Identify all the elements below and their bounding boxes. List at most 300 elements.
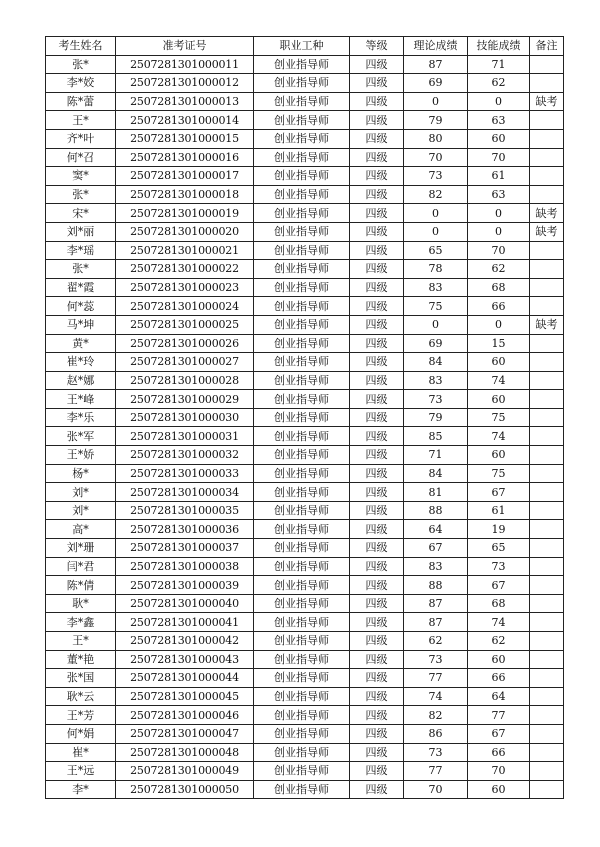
cell-theory-score: 73 [404, 650, 468, 669]
cell-skill-score: 67 [468, 483, 530, 502]
cell-name: 王*娇 [46, 446, 116, 465]
cell-theory-score: 70 [404, 148, 468, 167]
table-row [46, 669, 564, 688]
cell-exam-id: 2507281301000021 [116, 241, 254, 260]
cell-name: 李*鑫 [46, 613, 116, 632]
cell-remark [530, 613, 564, 632]
cell-name: 张* [46, 260, 116, 279]
cell-name: 马*坤 [46, 315, 116, 334]
cell-theory-score: 83 [404, 371, 468, 390]
table-row [46, 743, 564, 762]
cell-theory-score: 75 [404, 297, 468, 316]
cell-theory-score: 78 [404, 260, 468, 279]
cell-theory-score: 88 [404, 576, 468, 595]
cell-level: 四级 [350, 167, 404, 186]
cell-theory-score: 0 [404, 315, 468, 334]
cell-occupation: 创业指导师 [254, 353, 350, 372]
cell-skill-score: 66 [468, 743, 530, 762]
table-row [46, 390, 564, 409]
cell-exam-id: 2507281301000038 [116, 557, 254, 576]
table-row [46, 650, 564, 669]
cell-skill-score: 62 [468, 74, 530, 93]
cell-remark [530, 185, 564, 204]
cell-occupation: 创业指导师 [254, 576, 350, 595]
cell-exam-id: 2507281301000031 [116, 427, 254, 446]
cell-remark [530, 74, 564, 93]
cell-occupation: 创业指导师 [254, 446, 350, 465]
cell-occupation: 创业指导师 [254, 334, 350, 353]
cell-name: 高* [46, 520, 116, 539]
cell-level: 四级 [350, 632, 404, 651]
cell-name: 崔* [46, 743, 116, 762]
cell-theory-score: 79 [404, 111, 468, 130]
cell-theory-score: 84 [404, 353, 468, 372]
cell-name: 闫*君 [46, 557, 116, 576]
cell-skill-score: 65 [468, 539, 530, 558]
cell-remark [530, 762, 564, 781]
cell-level: 四级 [350, 297, 404, 316]
cell-level: 四级 [350, 743, 404, 762]
cell-occupation: 创业指导师 [254, 520, 350, 539]
cell-theory-score: 80 [404, 129, 468, 148]
cell-remark: 缺考 [530, 315, 564, 334]
cell-level: 四级 [350, 650, 404, 669]
cell-exam-id: 2507281301000016 [116, 148, 254, 167]
cell-theory-score: 62 [404, 632, 468, 651]
cell-theory-score: 88 [404, 501, 468, 520]
cell-exam-id: 2507281301000036 [116, 520, 254, 539]
cell-remark [530, 278, 564, 297]
cell-occupation: 创业指导师 [254, 687, 350, 706]
table-row [46, 408, 564, 427]
cell-remark [530, 371, 564, 390]
cell-occupation: 创业指导师 [254, 557, 350, 576]
cell-theory-score: 82 [404, 706, 468, 725]
table-row [46, 427, 564, 446]
cell-level: 四级 [350, 724, 404, 743]
cell-skill-score: 67 [468, 576, 530, 595]
table-row [46, 55, 564, 74]
cell-level: 四级 [350, 706, 404, 725]
cell-theory-score: 73 [404, 390, 468, 409]
cell-exam-id: 2507281301000034 [116, 483, 254, 502]
cell-remark [530, 427, 564, 446]
cell-occupation: 创业指导师 [254, 111, 350, 130]
cell-exam-id: 2507281301000025 [116, 315, 254, 334]
cell-theory-score: 82 [404, 185, 468, 204]
cell-theory-score: 83 [404, 557, 468, 576]
cell-level: 四级 [350, 222, 404, 241]
cell-level: 四级 [350, 55, 404, 74]
table-row [46, 632, 564, 651]
cell-skill-score: 66 [468, 297, 530, 316]
cell-exam-id: 2507281301000014 [116, 111, 254, 130]
cell-occupation: 创业指导师 [254, 724, 350, 743]
header-occupation: 职业工种 [254, 37, 350, 56]
table-row [46, 613, 564, 632]
cell-remark: 缺考 [530, 222, 564, 241]
cell-skill-score: 60 [468, 353, 530, 372]
table-row [46, 557, 564, 576]
table-row [46, 129, 564, 148]
cell-theory-score: 87 [404, 55, 468, 74]
cell-occupation: 创业指导师 [254, 501, 350, 520]
cell-remark [530, 334, 564, 353]
cell-exam-id: 2507281301000013 [116, 92, 254, 111]
cell-remark [530, 111, 564, 130]
cell-level: 四级 [350, 111, 404, 130]
table-row [46, 92, 564, 111]
table-row [46, 111, 564, 130]
cell-level: 四级 [350, 92, 404, 111]
cell-exam-id: 2507281301000011 [116, 55, 254, 74]
cell-remark [530, 446, 564, 465]
cell-theory-score: 81 [404, 483, 468, 502]
cell-exam-id: 2507281301000049 [116, 762, 254, 781]
cell-occupation: 创业指导师 [254, 315, 350, 334]
cell-remark [530, 576, 564, 595]
cell-name: 王* [46, 632, 116, 651]
cell-name: 李*姣 [46, 74, 116, 93]
cell-exam-id: 2507281301000037 [116, 539, 254, 558]
cell-remark [530, 650, 564, 669]
cell-theory-score: 67 [404, 539, 468, 558]
cell-name: 刘*珊 [46, 539, 116, 558]
cell-remark [530, 390, 564, 409]
table-row [46, 315, 564, 334]
cell-level: 四级 [350, 334, 404, 353]
cell-skill-score: 75 [468, 408, 530, 427]
cell-remark [530, 724, 564, 743]
cell-skill-score: 19 [468, 520, 530, 539]
table-row [46, 594, 564, 613]
cell-name: 王* [46, 111, 116, 130]
cell-occupation: 创业指导师 [254, 780, 350, 799]
cell-level: 四级 [350, 260, 404, 279]
cell-occupation: 创业指导师 [254, 483, 350, 502]
table-row [46, 371, 564, 390]
cell-remark [530, 780, 564, 799]
cell-occupation: 创业指导师 [254, 762, 350, 781]
cell-occupation: 创业指导师 [254, 743, 350, 762]
cell-name: 杨* [46, 464, 116, 483]
cell-skill-score: 67 [468, 724, 530, 743]
cell-name: 宋* [46, 204, 116, 223]
cell-skill-score: 63 [468, 185, 530, 204]
cell-remark [530, 539, 564, 558]
cell-occupation: 创业指导师 [254, 167, 350, 186]
cell-occupation: 创业指导师 [254, 371, 350, 390]
cell-name: 李*乐 [46, 408, 116, 427]
cell-remark [530, 483, 564, 502]
cell-remark [530, 148, 564, 167]
cell-skill-score: 71 [468, 55, 530, 74]
table-body [46, 55, 564, 799]
cell-occupation: 创业指导师 [254, 632, 350, 651]
cell-skill-score: 66 [468, 669, 530, 688]
cell-level: 四级 [350, 353, 404, 372]
cell-level: 四级 [350, 278, 404, 297]
cell-name: 翟*霞 [46, 278, 116, 297]
cell-exam-id: 2507281301000026 [116, 334, 254, 353]
cell-remark [530, 743, 564, 762]
cell-occupation: 创业指导师 [254, 148, 350, 167]
table-row [46, 520, 564, 539]
table-row [46, 222, 564, 241]
table-row [46, 762, 564, 781]
cell-level: 四级 [350, 427, 404, 446]
cell-level: 四级 [350, 520, 404, 539]
cell-name: 何*蕊 [46, 297, 116, 316]
table-row [46, 706, 564, 725]
cell-remark [530, 706, 564, 725]
table-row [46, 278, 564, 297]
score-table [45, 36, 564, 799]
cell-theory-score: 77 [404, 762, 468, 781]
cell-occupation: 创业指导师 [254, 55, 350, 74]
cell-exam-id: 2507281301000040 [116, 594, 254, 613]
table-row [46, 148, 564, 167]
cell-exam-id: 2507281301000045 [116, 687, 254, 706]
cell-remark [530, 501, 564, 520]
cell-name: 窦* [46, 167, 116, 186]
cell-theory-score: 87 [404, 594, 468, 613]
cell-remark [530, 632, 564, 651]
cell-theory-score: 70 [404, 780, 468, 799]
cell-name: 刘* [46, 483, 116, 502]
cell-exam-id: 2507281301000028 [116, 371, 254, 390]
cell-skill-score: 0 [468, 92, 530, 111]
cell-name: 耿* [46, 594, 116, 613]
cell-level: 四级 [350, 204, 404, 223]
cell-exam-id: 2507281301000046 [116, 706, 254, 725]
cell-name: 王*峰 [46, 390, 116, 409]
cell-occupation: 创业指导师 [254, 278, 350, 297]
cell-remark [530, 129, 564, 148]
cell-level: 四级 [350, 129, 404, 148]
cell-remark: 缺考 [530, 204, 564, 223]
table-row [46, 204, 564, 223]
cell-skill-score: 70 [468, 148, 530, 167]
cell-theory-score: 64 [404, 520, 468, 539]
cell-level: 四级 [350, 464, 404, 483]
cell-skill-score: 61 [468, 167, 530, 186]
cell-exam-id: 2507281301000043 [116, 650, 254, 669]
cell-skill-score: 60 [468, 780, 530, 799]
cell-level: 四级 [350, 446, 404, 465]
cell-name: 刘*丽 [46, 222, 116, 241]
table-row [46, 539, 564, 558]
cell-skill-score: 70 [468, 241, 530, 260]
cell-name: 张*国 [46, 669, 116, 688]
cell-name: 张* [46, 55, 116, 74]
cell-theory-score: 0 [404, 204, 468, 223]
cell-name: 崔*玲 [46, 353, 116, 372]
cell-name: 李*瑶 [46, 241, 116, 260]
cell-theory-score: 69 [404, 334, 468, 353]
cell-level: 四级 [350, 669, 404, 688]
cell-name: 李* [46, 780, 116, 799]
cell-theory-score: 77 [404, 669, 468, 688]
cell-theory-score: 0 [404, 92, 468, 111]
cell-skill-score: 60 [468, 650, 530, 669]
cell-level: 四级 [350, 576, 404, 595]
cell-occupation: 创业指导师 [254, 260, 350, 279]
table-row [46, 576, 564, 595]
cell-skill-score: 60 [468, 129, 530, 148]
cell-remark [530, 669, 564, 688]
cell-remark [530, 55, 564, 74]
cell-name: 齐*叶 [46, 129, 116, 148]
header-skill-score: 技能成绩 [468, 37, 530, 56]
header-exam-id: 准考证号 [116, 37, 254, 56]
cell-occupation: 创业指导师 [254, 650, 350, 669]
cell-name: 王*芳 [46, 706, 116, 725]
cell-occupation: 创业指导师 [254, 222, 350, 241]
cell-level: 四级 [350, 185, 404, 204]
cell-theory-score: 69 [404, 74, 468, 93]
cell-name: 陈*蕾 [46, 92, 116, 111]
cell-skill-score: 68 [468, 594, 530, 613]
cell-skill-score: 74 [468, 613, 530, 632]
cell-occupation: 创业指导师 [254, 390, 350, 409]
cell-skill-score: 0 [468, 204, 530, 223]
cell-level: 四级 [350, 594, 404, 613]
cell-occupation: 创业指导师 [254, 74, 350, 93]
cell-exam-id: 2507281301000015 [116, 129, 254, 148]
cell-remark [530, 353, 564, 372]
cell-skill-score: 73 [468, 557, 530, 576]
cell-occupation: 创业指导师 [254, 92, 350, 111]
cell-skill-score: 74 [468, 371, 530, 390]
cell-name: 陈*倩 [46, 576, 116, 595]
cell-exam-id: 2507281301000050 [116, 780, 254, 799]
cell-exam-id: 2507281301000041 [116, 613, 254, 632]
cell-level: 四级 [350, 501, 404, 520]
table-row [46, 260, 564, 279]
header-row [46, 37, 564, 56]
cell-exam-id: 2507281301000018 [116, 185, 254, 204]
cell-level: 四级 [350, 780, 404, 799]
cell-exam-id: 2507281301000027 [116, 353, 254, 372]
table-row [46, 74, 564, 93]
cell-name: 何*召 [46, 148, 116, 167]
cell-level: 四级 [350, 762, 404, 781]
cell-theory-score: 83 [404, 278, 468, 297]
cell-remark [530, 167, 564, 186]
cell-theory-score: 86 [404, 724, 468, 743]
cell-name: 黄* [46, 334, 116, 353]
cell-occupation: 创业指导师 [254, 185, 350, 204]
cell-name: 张* [46, 185, 116, 204]
cell-exam-id: 2507281301000029 [116, 390, 254, 409]
cell-level: 四级 [350, 371, 404, 390]
cell-occupation: 创业指导师 [254, 297, 350, 316]
table-row [46, 483, 564, 502]
cell-remark [530, 464, 564, 483]
cell-level: 四级 [350, 557, 404, 576]
cell-skill-score: 70 [468, 762, 530, 781]
cell-name: 何*娟 [46, 724, 116, 743]
table-row [46, 167, 564, 186]
table-row [46, 353, 564, 372]
cell-skill-score: 60 [468, 390, 530, 409]
cell-level: 四级 [350, 483, 404, 502]
cell-level: 四级 [350, 390, 404, 409]
cell-occupation: 创业指导师 [254, 204, 350, 223]
cell-theory-score: 73 [404, 743, 468, 762]
cell-occupation: 创业指导师 [254, 464, 350, 483]
cell-theory-score: 0 [404, 222, 468, 241]
cell-level: 四级 [350, 613, 404, 632]
cell-skill-score: 0 [468, 315, 530, 334]
cell-level: 四级 [350, 74, 404, 93]
cell-remark [530, 260, 564, 279]
cell-skill-score: 0 [468, 222, 530, 241]
cell-exam-id: 2507281301000030 [116, 408, 254, 427]
cell-theory-score: 85 [404, 427, 468, 446]
cell-theory-score: 73 [404, 167, 468, 186]
cell-occupation: 创业指导师 [254, 613, 350, 632]
cell-exam-id: 2507281301000023 [116, 278, 254, 297]
cell-theory-score: 87 [404, 613, 468, 632]
table-row [46, 687, 564, 706]
cell-exam-id: 2507281301000022 [116, 260, 254, 279]
header-theory-score: 理论成绩 [404, 37, 468, 56]
cell-theory-score: 79 [404, 408, 468, 427]
cell-exam-id: 2507281301000035 [116, 501, 254, 520]
cell-remark [530, 408, 564, 427]
cell-exam-id: 2507281301000012 [116, 74, 254, 93]
cell-skill-score: 61 [468, 501, 530, 520]
table-row [46, 780, 564, 799]
cell-exam-id: 2507281301000047 [116, 724, 254, 743]
cell-level: 四级 [350, 408, 404, 427]
table-row [46, 724, 564, 743]
table-row [46, 185, 564, 204]
cell-exam-id: 2507281301000042 [116, 632, 254, 651]
cell-occupation: 创业指导师 [254, 669, 350, 688]
header-level: 等级 [350, 37, 404, 56]
cell-exam-id: 2507281301000032 [116, 446, 254, 465]
cell-exam-id: 2507281301000033 [116, 464, 254, 483]
cell-exam-id: 2507281301000019 [116, 204, 254, 223]
cell-remark [530, 520, 564, 539]
cell-skill-score: 15 [468, 334, 530, 353]
cell-name: 王*远 [46, 762, 116, 781]
cell-exam-id: 2507281301000017 [116, 167, 254, 186]
table-row [46, 446, 564, 465]
cell-occupation: 创业指导师 [254, 129, 350, 148]
cell-remark [530, 297, 564, 316]
cell-name: 赵*娜 [46, 371, 116, 390]
table-row [46, 501, 564, 520]
cell-theory-score: 65 [404, 241, 468, 260]
cell-skill-score: 62 [468, 632, 530, 651]
header-name: 考生姓名 [46, 37, 116, 56]
cell-name: 耿*云 [46, 687, 116, 706]
cell-level: 四级 [350, 148, 404, 167]
cell-occupation: 创业指导师 [254, 408, 350, 427]
table-row [46, 297, 564, 316]
cell-theory-score: 84 [404, 464, 468, 483]
cell-remark [530, 557, 564, 576]
cell-name: 张*军 [46, 427, 116, 446]
cell-skill-score: 62 [468, 260, 530, 279]
cell-exam-id: 2507281301000048 [116, 743, 254, 762]
cell-name: 董*艳 [46, 650, 116, 669]
cell-skill-score: 64 [468, 687, 530, 706]
